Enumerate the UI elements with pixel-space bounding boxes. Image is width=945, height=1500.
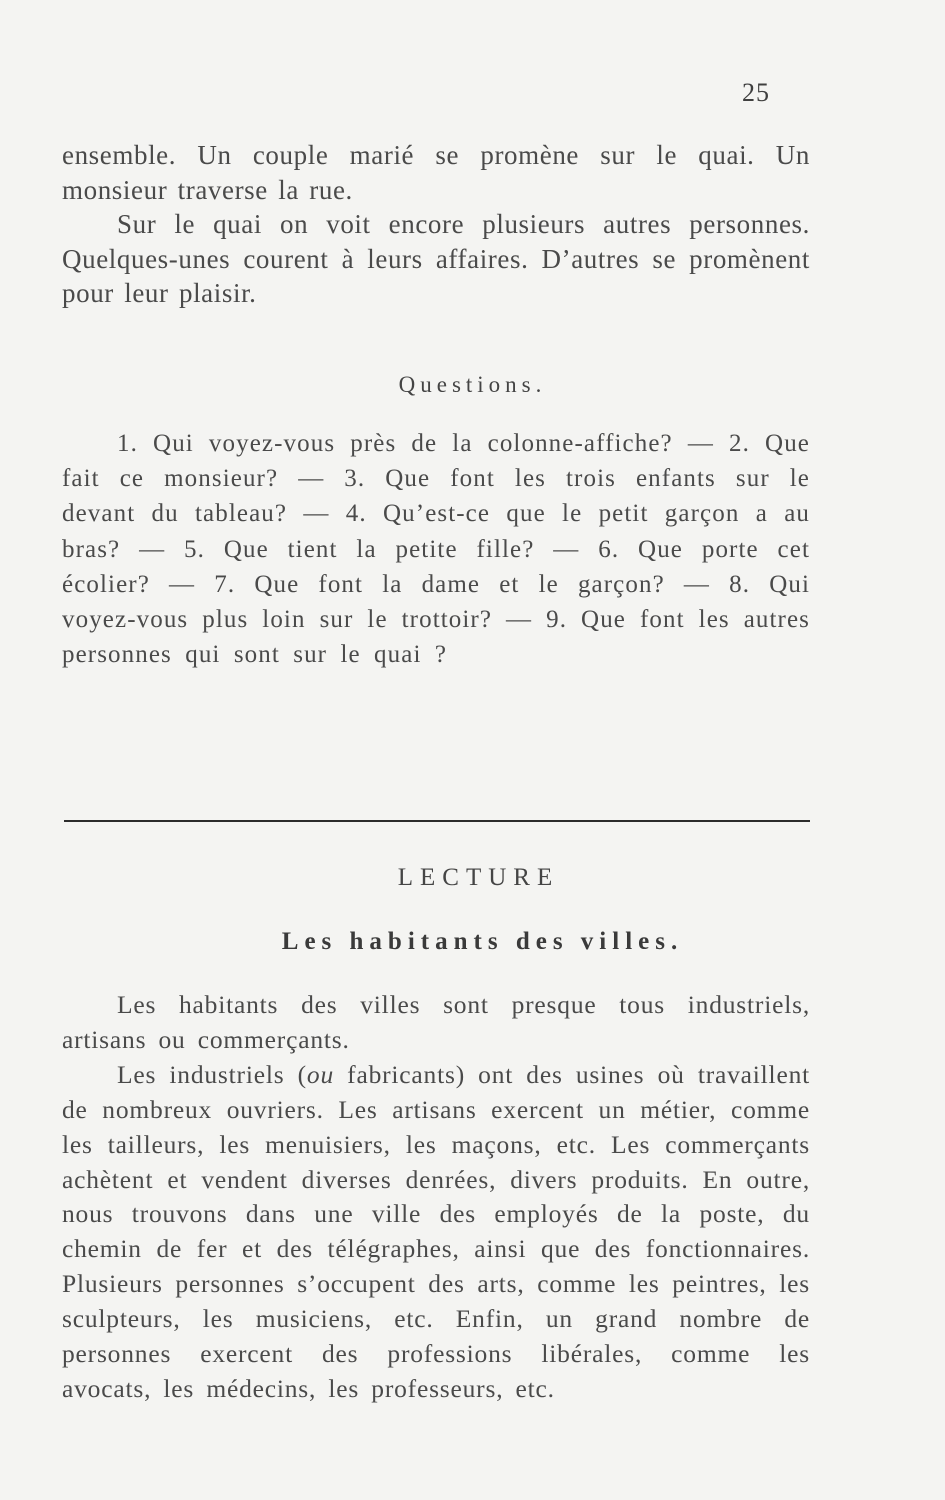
lecture-p2-start: Les industriels ( bbox=[117, 1059, 307, 1089]
questions-text bbox=[62, 426, 810, 672]
opening-text bbox=[62, 138, 810, 311]
section-divider bbox=[64, 820, 810, 822]
questions-paragraph: 1. Qui voyez-vous près de la colonne-affiche? — 2. Que fait ce monsieur? — 3. Que font les trois enfants sur le devant du tableau? — 4. Qu’est-ce que le petit garçon a au bras? — 5. Que tient la petite fille? — 6. Que porte cet écolier? — 7. Que font la dame et le garçon? — 8. Qui voyez-vous plus loin sur le trottoir? — 9. Que font les autres personnes qui sont sur le quai ? bbox=[62, 430, 810, 669]
lecture-paragraph-1: Les habitants des villes sont presque tous industriels, artisans ou commerçants. bbox=[62, 990, 810, 1054]
lecture-heading: LECTURE bbox=[397, 864, 560, 891]
page-number: 25 bbox=[742, 78, 770, 107]
opening-paragraph-1: ensemble. Un couple marié se promène sur le quai. Un monsieur traverse la rue. bbox=[62, 140, 810, 205]
lecture-p2-rest: fabricants) ont des usines où travaillent de nombreux ouvriers. Les artisans exercent un métier, comme les tailleurs, les menuisiers, les maçons, etc. Les commerçants achètent et vendent diverses denrées, divers produits. En outre, nous trouvons dans une ville des employés de la poste, du chemin de fer et des télégraphes, ainsi que des fonctionnaires. Plusieurs personnes s’occupent des arts, comme les peintres, les sculpteurs, les musiciens, etc. Enfin, un grand nombre de personnes exercent des professions libérales, comme les avocats, les médecins, les professeurs, etc. bbox=[62, 1059, 810, 1403]
lecture-title: Les habitants des villes. bbox=[281, 928, 684, 955]
questions-heading: Questions. bbox=[398, 372, 547, 397]
lecture-p2-italic: ou bbox=[306, 1059, 334, 1089]
opening-paragraph-2: Sur le quai on voit encore plusieurs autres personnes. Quelques-unes courent à leurs affaires. D’autres se promènent pour leur plaisir. bbox=[62, 209, 810, 308]
lecture-text bbox=[62, 988, 810, 1407]
lecture-paragraph-2 bbox=[62, 1058, 810, 1407]
